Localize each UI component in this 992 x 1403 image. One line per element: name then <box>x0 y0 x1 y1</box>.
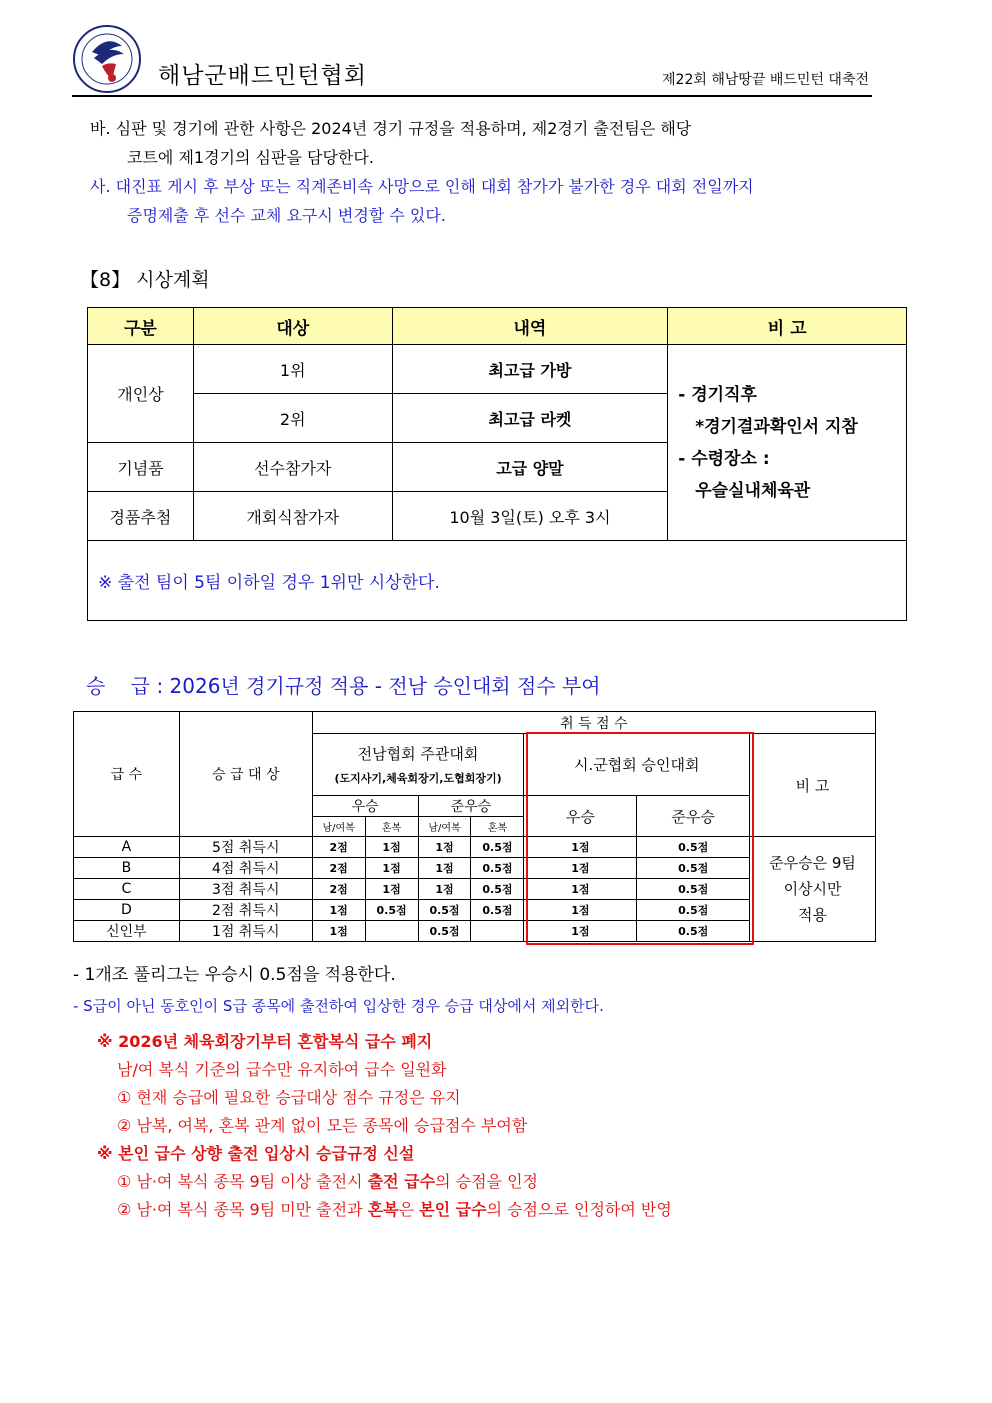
event-name: 제22회 해남땅끝 배드민턴 대축전 <box>662 72 869 88</box>
points-cell <box>365 921 418 942</box>
header-city-county: 시.군협회 승인대회 <box>524 734 750 796</box>
points-cell: 0.5점 <box>637 858 750 879</box>
points-cell <box>471 921 524 942</box>
rule-text: 심판 및 경기에 관한 사항은 2024년 경기 규정을 적용하며, 제2경기 출전팀은 해당 <box>115 119 692 138</box>
rule-ba <box>90 114 691 172</box>
points-cell: 0.5점 <box>365 900 418 921</box>
target-cell: 1위 <box>193 345 392 394</box>
detail-cell: 10월 3일(토) 오후 3시 <box>392 492 668 541</box>
target-cell: 2점 취득시 <box>179 900 312 921</box>
remark-cell <box>668 345 907 541</box>
points-cell: 0.5점 <box>418 900 471 921</box>
rule-sa <box>90 172 754 230</box>
promotion-title-label: 승 급 <box>86 674 151 698</box>
notice-text: ② 남·여 복식 종목 9팀 미만 출전과 <box>117 1200 368 1219</box>
target-cell: 2위 <box>193 394 392 443</box>
points-cell: 0.5점 <box>471 837 524 858</box>
header-grade: 급 수 <box>74 712 180 837</box>
points-cell: 1점 <box>418 858 471 879</box>
target-cell: 3점 취득시 <box>179 879 312 900</box>
notice-title: ※ 본인 급수 상향 출전 입상시 승급규정 신설 <box>97 1144 415 1163</box>
points-cell: 2점 <box>312 858 365 879</box>
notice-text: 은 <box>398 1200 420 1219</box>
points-cell: 1점 <box>524 921 637 942</box>
awards-note: ※ 출전 팀이 5팀 이하일 경우 1위만 시상한다. <box>88 541 907 621</box>
remark-line: 적용 <box>798 906 828 924</box>
header-win: 우승 <box>312 796 418 817</box>
points-cell: 0.5점 <box>637 921 750 942</box>
points-cell: 1점 <box>524 900 637 921</box>
notice-text: ① 남·여 복식 종목 9팀 이상 출전시 <box>117 1172 368 1191</box>
points-cell: 1점 <box>418 879 471 900</box>
promotion-title <box>86 670 601 699</box>
detail-cell: 최고급 라켓 <box>392 394 668 443</box>
points-cell: 0.5점 <box>637 900 750 921</box>
remark-line: 준우승은 9팀 <box>769 854 856 872</box>
target-cell: 1점 취득시 <box>179 921 312 942</box>
points-cell: 0.5점 <box>471 900 524 921</box>
header-jeonnam-title: 전남협회 주관대회 <box>357 745 479 763</box>
category-cell: 기념품 <box>88 443 194 492</box>
points-cell: 0.5점 <box>637 879 750 900</box>
target-cell: 5점 취득시 <box>179 837 312 858</box>
promotion-remark <box>750 837 876 942</box>
notice-line <box>97 1168 672 1196</box>
header-mixed-doubles: 혼복 <box>471 817 524 837</box>
points-cell: 2점 <box>312 837 365 858</box>
badminton-association-logo <box>72 24 142 94</box>
rule-text-cont: 증명제출 후 선수 교체 요구시 변경할 수 있다. <box>127 206 446 225</box>
grade-cell: D <box>74 900 180 921</box>
target-cell: 4점 취득시 <box>179 858 312 879</box>
notice-line: 남/여 복식 기준의 급수만 유지하여 급수 일원화 <box>117 1060 447 1079</box>
category-cell: 개인상 <box>88 345 194 443</box>
header-mw-doubles: 남/여복 <box>418 817 471 837</box>
notice-line: ② 남복, 여복, 혼복 관계 없이 모든 종목에 승급점수 부여함 <box>117 1116 528 1135</box>
points-cell: 1점 <box>524 837 637 858</box>
notice-mixed-abolish <box>97 1028 672 1224</box>
points-cell: 0.5점 <box>418 921 471 942</box>
rule-marker: 바. <box>90 119 111 138</box>
grade-cell: A <box>74 837 180 858</box>
note-full-league: - 1개조 풀리그는 우승시 0.5점을 적용한다. <box>73 965 396 985</box>
header-detail: 내역 <box>392 308 668 345</box>
header-mixed-doubles: 혼복 <box>365 817 418 837</box>
remark-line: 이상시만 <box>783 880 842 898</box>
detail-cell: 최고급 가방 <box>392 345 668 394</box>
points-cell: 0.5점 <box>471 858 524 879</box>
section-title-awards: 【8】 시상계획 <box>80 269 210 291</box>
notice-title: ※ 2026년 체육회장기부터 혼합복식 급수 폐지 <box>97 1032 433 1051</box>
header-mw-doubles: 남/여복 <box>312 817 365 837</box>
points-cell: 1점 <box>365 879 418 900</box>
rule-marker: 사. <box>90 177 111 196</box>
header-points: 취 득 점 수 <box>312 712 875 734</box>
points-cell: 1점 <box>418 837 471 858</box>
rule-text-cont: 코트에 제1경기의 심판을 담당한다. <box>127 148 374 167</box>
notice-line <box>97 1196 672 1224</box>
header-target: 대상 <box>193 308 392 345</box>
header-city-runner-up: 준우승 <box>637 796 750 837</box>
remark-line: *경기결과확인서 지참 <box>695 416 858 437</box>
points-cell: 1점 <box>312 921 365 942</box>
points-cell: 2점 <box>312 879 365 900</box>
header-jeonnam-sub: (도지사기,체육회장기,도협회장기) <box>334 772 502 785</box>
points-cell: 0.5점 <box>471 879 524 900</box>
organization-name: 해남군배드민턴협회 <box>158 63 367 89</box>
category-cell: 경품추첨 <box>88 492 194 541</box>
detail-cell: 고급 양말 <box>392 443 668 492</box>
points-cell: 0.5점 <box>637 837 750 858</box>
note-s-grade: - S급이 아닌 동호인이 S급 종목에 출전하여 입상한 경우 승급 대상에서 제외한다. <box>73 997 604 1015</box>
points-cell: 1점 <box>524 858 637 879</box>
promotion-title-text: : 2026년 경기규정 적용 - 전남 승인대회 점수 부여 <box>156 674 601 698</box>
notice-text: 의 승점을 인정 <box>435 1172 539 1191</box>
points-cell: 1점 <box>365 837 418 858</box>
remark-line: - 수령장소 : <box>678 448 770 469</box>
header-remark: 비 고 <box>668 308 907 345</box>
target-cell: 선수참가자 <box>193 443 392 492</box>
awards-table <box>87 307 907 621</box>
remark-line: 우슬실내체육관 <box>695 480 811 501</box>
notice-line: ① 현재 승급에 필요한 승급대상 점수 규정은 유지 <box>117 1088 461 1107</box>
header-category: 구분 <box>88 308 194 345</box>
notice-text: 의 승점으로 인정하여 반영 <box>486 1200 672 1219</box>
points-cell: 1점 <box>365 858 418 879</box>
grade-cell: B <box>74 858 180 879</box>
points-cell: 1점 <box>312 900 365 921</box>
rule-text: 대진표 게시 후 부상 또는 직계존비속 사망으로 인해 대회 참가가 불가한 경우 대회 전일까지 <box>115 177 754 196</box>
notice-emphasis: 출전 급수 <box>367 1172 436 1191</box>
header-jeonnam <box>312 734 524 796</box>
header-divider <box>72 95 872 97</box>
grade-cell: C <box>74 879 180 900</box>
promotion-table <box>73 711 876 942</box>
points-cell: 1점 <box>524 879 637 900</box>
header-target: 승 급 대 상 <box>179 712 312 837</box>
grade-cell: 신인부 <box>74 921 180 942</box>
header-remark: 비 고 <box>750 734 876 837</box>
header-runner-up: 준우승 <box>418 796 524 817</box>
notice-emphasis: 혼복 <box>367 1200 399 1219</box>
header-city-win: 우승 <box>524 796 637 837</box>
remark-line: - 경기직후 <box>678 384 757 405</box>
target-cell: 개회식참가자 <box>193 492 392 541</box>
notice-emphasis: 본인 급수 <box>419 1200 487 1219</box>
